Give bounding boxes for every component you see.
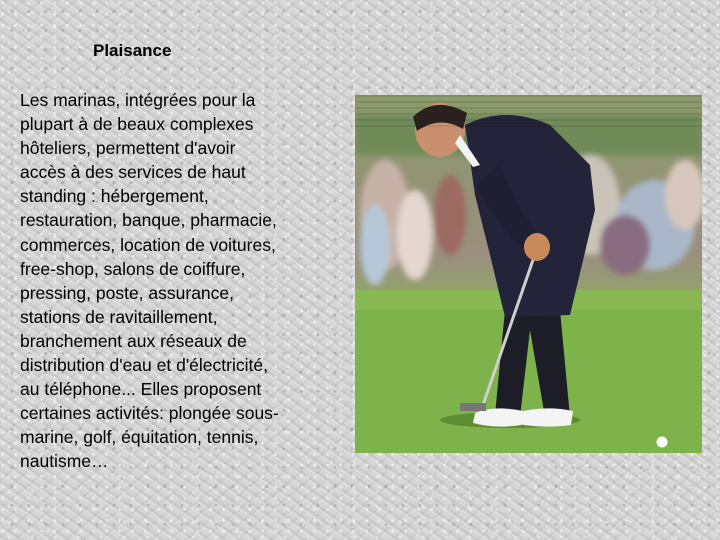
golf-ball bbox=[657, 437, 668, 448]
golfer-photo bbox=[355, 95, 702, 453]
page-title: Plaisance bbox=[93, 41, 172, 60]
body-paragraph: Les marinas, intégrées pour la plupart à de beaux complexes hôteliers, permettent d'avoir accès à des services de haut standing : hébergement, restauration, banque, pharmacie, commerces, location de voitures, free-shop, salons de coiffure, pressing, poste, assurance, stations de ravitaillement, branchement aux réseaux de distribution d'eau et d'électricité, au téléphone... Elles proposent certaines activités: plongée sous- marine, golf, équitation, tennis, nautisme… bbox=[20, 90, 279, 472]
